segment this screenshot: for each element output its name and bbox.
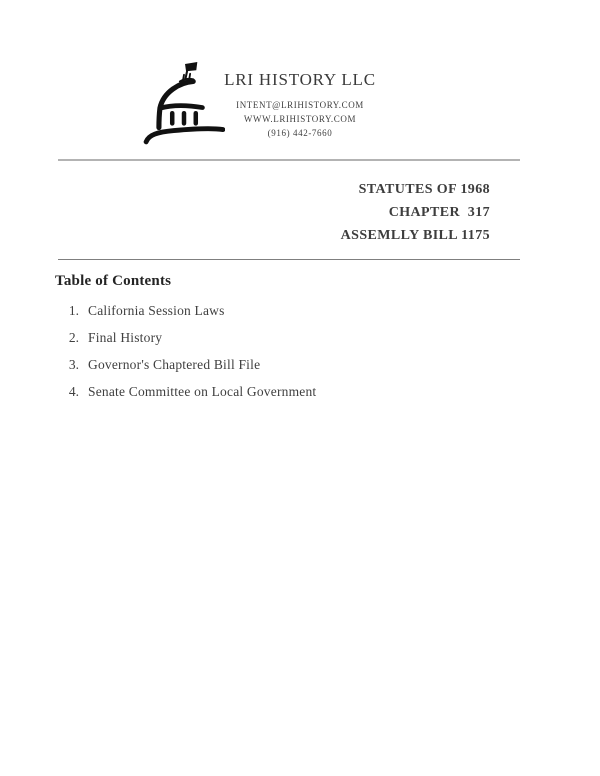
toc-list xyxy=(55,303,475,411)
toc-item xyxy=(55,303,475,330)
assembly-bill-line: ASSEMLLY BILL 1175 xyxy=(340,228,490,243)
company-phone: (916) 442-7660 xyxy=(267,128,333,138)
toc-item xyxy=(55,330,475,357)
toc-item xyxy=(55,357,475,384)
company-email: INTENT@LRIHISTORY.COM xyxy=(236,100,364,110)
toc-item xyxy=(55,384,475,411)
toc-item-label: Final History xyxy=(88,330,163,345)
toc-item-number: 3. xyxy=(68,357,79,372)
chapter-line: CHAPTER 317 xyxy=(388,205,490,220)
toc-title: Table of Contents xyxy=(55,273,172,289)
divider-bottom xyxy=(58,259,520,260)
company-website: WWW.LRIHISTORY.COM xyxy=(243,114,357,124)
divider-top xyxy=(58,159,520,161)
toc-item-number: 2. xyxy=(68,330,79,345)
letterhead xyxy=(205,70,395,140)
statute-reference xyxy=(341,178,490,247)
toc-item-label: California Session Laws xyxy=(88,303,225,318)
company-name: LRI HISTORY LLC xyxy=(224,70,376,89)
toc-item-number: 1. xyxy=(68,303,79,318)
toc-item-label: Senate Committee on Local Government xyxy=(88,384,317,399)
statutes-year-line: STATUTES OF 1968 xyxy=(358,182,490,197)
toc-item-number: 4. xyxy=(68,384,79,399)
toc-item-label: Governor's Chaptered Bill File xyxy=(88,357,261,372)
